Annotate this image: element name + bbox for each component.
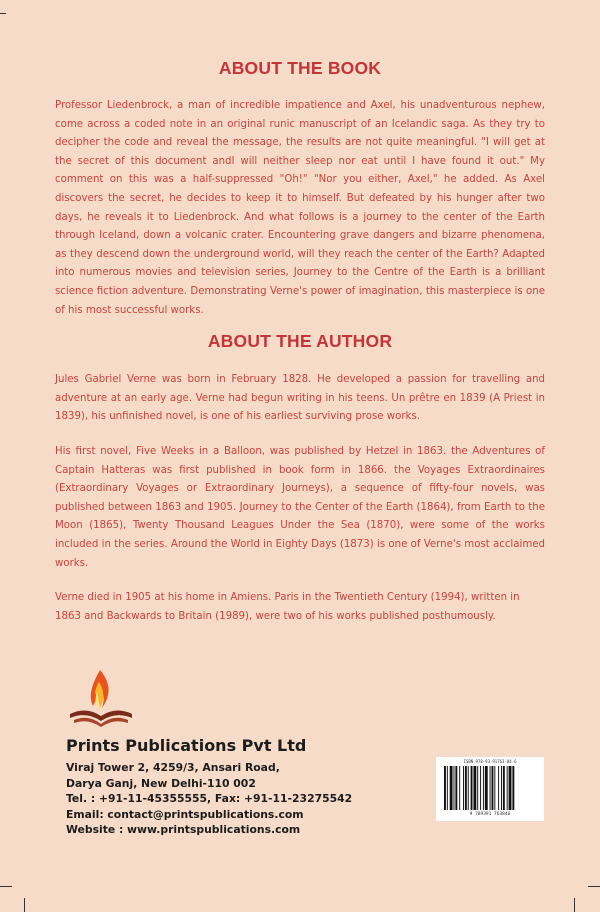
barcode-bar xyxy=(465,766,467,810)
barcode-bar xyxy=(494,766,495,810)
crop-mark xyxy=(588,886,600,887)
crop-mark xyxy=(0,13,6,14)
barcode-bar xyxy=(485,766,488,810)
barcode-bar xyxy=(450,766,453,810)
publisher-block xyxy=(66,736,396,838)
barcode-bar xyxy=(455,766,457,810)
isbn-number: ISBN 978-93-91763-84-6 xyxy=(463,759,517,764)
barcode-bar xyxy=(444,766,446,810)
barcode-bar xyxy=(492,766,494,810)
barcode-bar xyxy=(503,766,505,810)
author-paragraph-2: His first novel, Five Weeks in a Balloon, was published by Hetzel in 1863. the Adventures of Captain Hatteras was first published in book form in 1866. the Voyages Extraordinaires (Extraordinary Voyages or Extraordinary Journeys), a sequence of fifty-four novels, was published between 1863 and 1905. Journey to the Center of the Earth (1864), from Earth to the Moon (1865), Twenty Thousand Leagues Under the Sea (1870), were some of the works included in the series. Around the World in Eighty Days (1873) is one of Verne's most acclaimed works. xyxy=(55,446,545,569)
publisher-email: Email: contact@printspublications.com xyxy=(66,807,304,821)
barcode-bar xyxy=(498,766,499,810)
barcode-bar xyxy=(459,766,460,810)
barcode-digits: 9 789391 763846 xyxy=(469,812,511,817)
barcode-bar xyxy=(463,766,464,810)
barcode-bar xyxy=(507,766,508,810)
barcode-bar xyxy=(512,766,514,810)
barcode-bar xyxy=(468,766,469,810)
publisher-name: Prints Publications Pvt Ltd xyxy=(66,736,307,755)
crop-mark xyxy=(574,898,575,912)
barcode-bar xyxy=(480,766,481,810)
barcode-bar xyxy=(501,766,502,810)
barcode-bar xyxy=(473,766,476,810)
flame-over-open-book-logo xyxy=(66,664,136,730)
author-paragraph-3: Verne died in 1905 at his home in Amiens. Paris in the Twentieth Century (1994), written in 1863 and Backwards to Britain (1989), were two of his works published posthumously. xyxy=(55,592,520,622)
about-book-text: Professor Liedenbrock, a man of incredible impatience and Axel, his unadventurous nephew, come across a coded note in an original runic manuscript of an Icelandic saga. As they try to decipher the code and reveal the message, the results are not quite meaningful. "I will get at the secret of this document andI will neither sleep nor eat until I have found it out." My comment on this was a half-suppressed "Oh!" "Nor you either, Axel," he added. As Axel discovers the secret, he decides to keep it to himself. But defeated by his hunger after two days, he reveals it to Liedenbrock. And what follows is a journey to the center of the Earth through Iceland, down a volcanic crater. Encountering grave dangers and bizarre phenomena, as they descend down the underground world, will they reach the center of the Earth? Adapted into numerous movies and television series, Journey to the Centre of the Earth is a brilliant science fiction adventure. Demonstrating Verne's power of imagination, this masterpiece is one of his most successful works. xyxy=(55,100,545,316)
publisher-website: Website : www.printspublications.com xyxy=(66,823,301,836)
publisher-tel: Tel. : +91-11-45355555, Fax: +91-11-23275542 xyxy=(66,792,353,805)
barcode-bar xyxy=(471,766,473,810)
barcode-bar xyxy=(454,766,455,810)
publisher-address-line1: Viraj Tower 2, 4259/3, Ansari Road, xyxy=(66,761,280,774)
barcode-bar xyxy=(447,766,448,810)
author-paragraph-1: Jules Gabriel Verne was born in February 1828. He developed a passion for travelling and adventure at an early age. Verne had begun writing in his teens. Un prêtre en 1839 (A Priest in 1839), his unfinished novel, is one of his earliest surviving prose works. xyxy=(55,374,545,423)
publisher-address-line2: Darya Ganj, New Delhi-110 002 xyxy=(66,776,256,790)
crop-mark xyxy=(0,886,12,887)
about-author-heading: ABOUT THE AUTHOR xyxy=(207,331,393,351)
barcode-bar xyxy=(509,766,512,810)
barcode-bar xyxy=(477,766,478,810)
barcode-bar xyxy=(483,766,484,810)
barcode-bar xyxy=(490,766,491,810)
about-book-heading: ABOUT THE BOOK xyxy=(218,58,382,78)
crop-mark xyxy=(24,898,25,912)
isbn-barcode xyxy=(436,757,544,821)
